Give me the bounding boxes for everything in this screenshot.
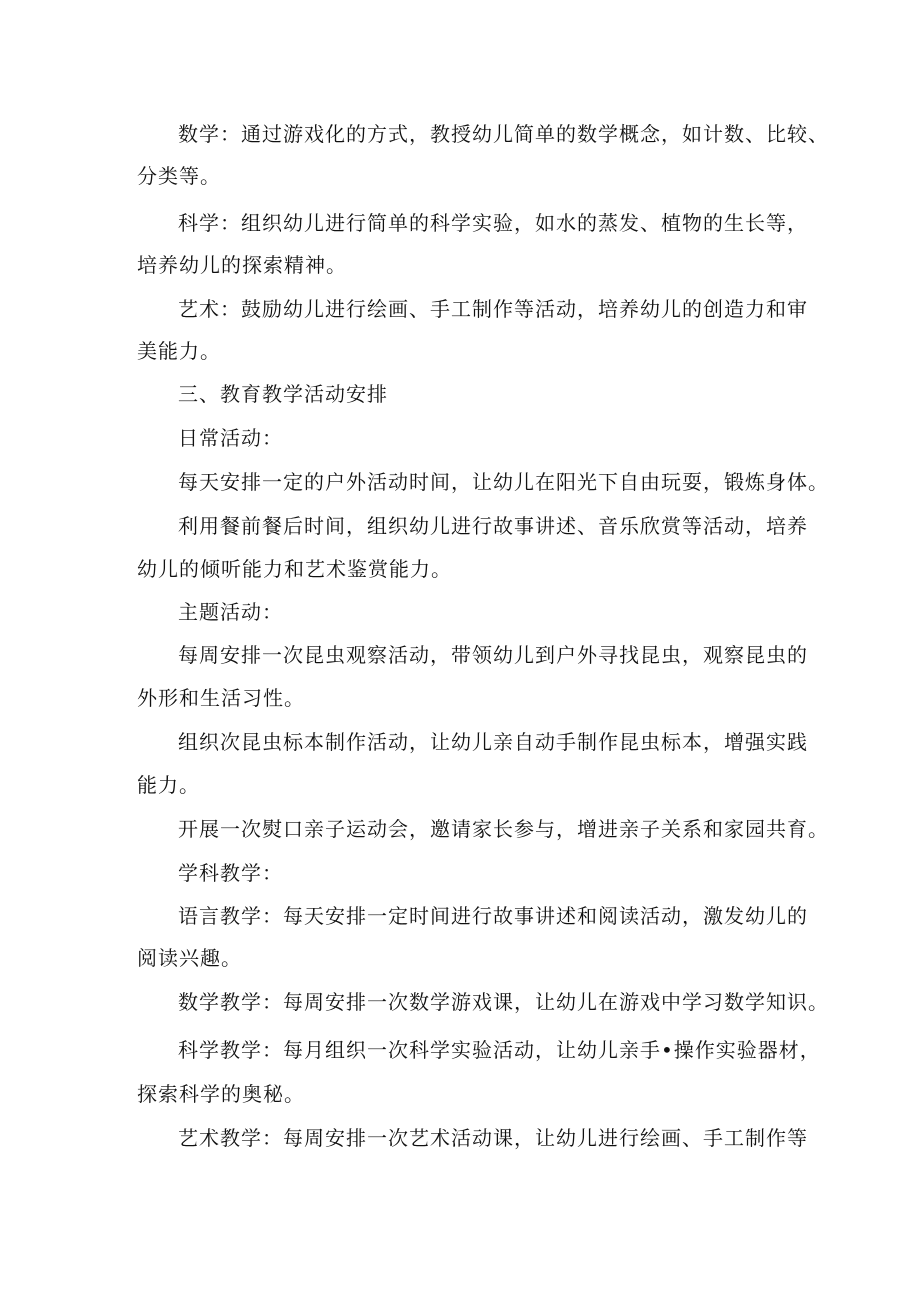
paragraph-mealtime-line-1: 利用餐前餐后时间，组织幼儿进行故事讲述、音乐欣赏等活动，培养 <box>178 514 808 538</box>
subheading-daily-activities: 日常活动： <box>178 426 283 450</box>
paragraph-art-line-1: 艺术：鼓励幼儿进行绘画、手工制作等活动，培养幼儿的创造力和审 <box>178 297 808 321</box>
paragraph-specimen-line-1: 组织次昆虫标本制作活动，让幼儿亲自动手制作昆虫标本，增强实践 <box>178 730 808 754</box>
paragraph-science-teaching-line-1: 科学教学：每月组织一次科学实验活动，让幼儿亲手•操作实验器材， <box>178 1038 821 1062</box>
paragraph-science-line-1: 科学：组织幼儿进行简单的科学实验，如水的蒸发、植物的生长等， <box>178 211 808 235</box>
paragraph-insect-observation-line-1: 每周安排一次昆虫观察活动，带领幼儿到户外寻找昆虫，观察昆虫的 <box>178 643 808 667</box>
subheading-theme-activities: 主题活动： <box>178 600 283 624</box>
paragraph-outdoor: 每天安排一定的户外活动时间，让幼儿在阳光下自由玩耍，锻炼身体。 <box>178 470 829 494</box>
paragraph-math-line-1: 数学：通过游戏化的方式，教授幼儿简单的数学概念，如计数、比较、 <box>178 122 829 146</box>
paragraph-math-line-2: 分类等。 <box>137 164 221 188</box>
subheading-subject-teaching: 学科教学： <box>178 861 283 885</box>
paragraph-science-line-2: 培养幼儿的探索精神。 <box>137 253 347 277</box>
paragraph-art-teaching: 艺术教学：每周安排一次艺术活动课，让幼儿进行绘画、手工制作等 <box>178 1126 808 1150</box>
paragraph-language-line-2: 阅读兴趣。 <box>137 946 242 970</box>
paragraph-sports-meet: 开展一次熨口亲子运动会，邀请家长参与，增进亲子关系和家园共育。 <box>178 817 829 841</box>
paragraph-specimen-line-2: 能力。 <box>137 773 200 797</box>
paragraph-insect-observation-line-2: 外形和生活习性。 <box>137 686 305 710</box>
paragraph-language-line-1: 语言教学：每天安排一定时间进行故事讲述和阅读活动，激发幼儿的 <box>178 904 808 928</box>
paragraph-art-line-2: 美能力。 <box>137 339 221 363</box>
paragraph-science-teaching-line-2: 探索科学的奥秘。 <box>137 1082 305 1106</box>
paragraph-math-teaching: 数学教学：每周安排一次数学游戏课，让幼儿在游戏中学习数学知识。 <box>178 990 829 1014</box>
section-heading: 三、教育教学活动安排 <box>178 382 388 406</box>
paragraph-mealtime-line-2: 幼儿的倾听能力和艺术鉴赏能力。 <box>137 557 452 581</box>
